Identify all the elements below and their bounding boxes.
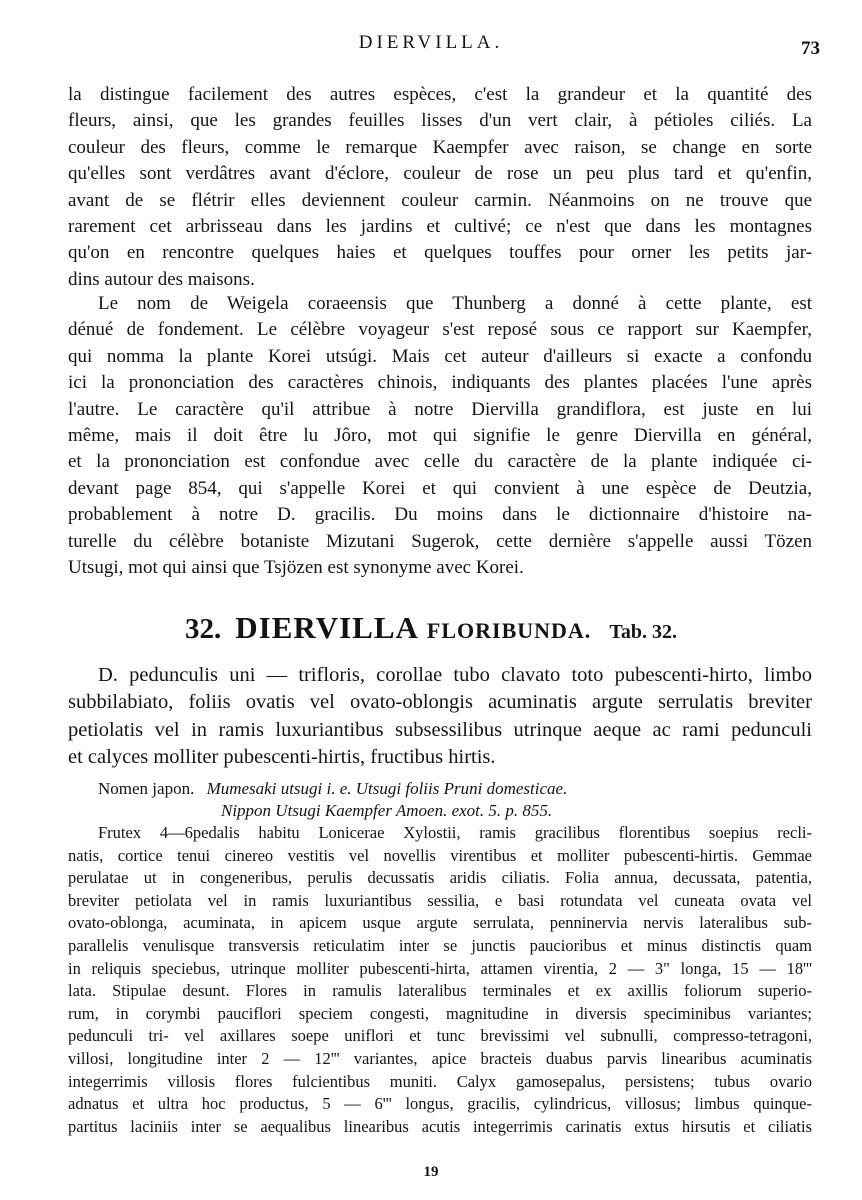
text-line: qu'on en rencontre quelques haies et quelques touffes pour orner les petits jar- — [68, 242, 812, 264]
genus-name: DIERVILLA — [235, 610, 419, 645]
text-line: D. pedunculis uni — trifloris, corollae tubo clavato toto pubescenti-hirto, limbo — [98, 664, 812, 686]
text-line: turelle du célèbre botaniste Mizutani Sugerok, cette dernière s'appelle aussi Tözen — [68, 530, 812, 552]
text-line: qu'elles sont verdâtres avant d'éclore, couleur de rose un peu plus tard et qu'enfin, — [68, 163, 812, 185]
text-line: même, mais il doit être lu Jôro, mot qui signifie le genre Diervilla en général, — [68, 425, 812, 447]
text-line: natis, cortice tenui cinereo vestitis vel novellis virentibus et molliter pubescenti-hirtis. Gemmae — [68, 845, 812, 865]
text-line: pedunculi tri- vel axillares soepe uniflori et tunc brevissimi vel subnulli, compresso-tetragoni, — [68, 1026, 812, 1046]
text-line: parallelis venulisque transversis reticulatim inter se junctis paucioribus et minus distinctis quam — [68, 935, 812, 955]
text-line: dénué de fondement. Le célèbre voyageur s'est reposé sous ce rapport sur Kaempfer, — [68, 319, 812, 341]
text-line: breviter petiolata vel in ramis luxuriantibus sessilia, e basi rotundata vel cuneata ovata vel — [68, 890, 812, 910]
text-line: couleur des fleurs, comme le remarque Kaempfer avec raison, se change en sorte — [68, 136, 812, 158]
nomen-label: Nomen japon. — [98, 779, 195, 798]
species-number: 32. — [185, 613, 222, 645]
text-line: perulatae ut in congeneribus, perulis decussatis aridis ciliatis. Folia annua, decussata, patentia, — [68, 868, 812, 888]
text-line: dins autour des maisons. — [68, 268, 255, 290]
text-line: Frutex 4—6pedalis habitu Lonicerae Xylostii, ramis gracilibus florentibus soepius recli- — [98, 823, 812, 842]
species-epithet: FLORIBUNDA. — [426, 618, 592, 643]
nomen-line-1: Mumesaki utsugi i. e. Utsugi foliis Pruni domesticae. — [206, 779, 568, 798]
text-line: ici la prononciation des caractères chinois, indiquants des plantes placées l'une après — [68, 372, 812, 394]
text-line: ovato-oblonga, acuminata, in apicem usque argute serrulata, penninervia nervis lateralibus sub- — [68, 913, 812, 933]
description — [68, 822, 812, 1138]
text-line: fleurs, ainsi, que les grandes feuilles lisses d'un vert clair, à pétioles ciliés. La — [68, 110, 812, 132]
species-heading — [0, 610, 862, 646]
nomen-row-1 — [98, 778, 798, 800]
text-line: Utsugi, mot qui ainsi que Tsjözen est synonyme avec Korei. — [68, 557, 524, 579]
text-line: in reliquis speciebus, utrinque molliter pubescenti-hirta, attamen virentia, 2 — 3" longa, 15 — 18''' — [68, 958, 812, 978]
paragraph-1 — [68, 82, 812, 293]
text-line: subbilabiato, foliis ovatis vel ovato-oblongis acuminatis argute serrulatis breviter — [68, 691, 812, 714]
signature-mark: 19 — [423, 1164, 439, 1180]
text-line: rarement cet arbrisseau dans les jardins et cultivé; ce n'est que dans les montagnes — [68, 216, 812, 238]
text-line: l'autre. Le caractère qu'il attribue à notre Diervilla grandiflora, est juste en lui — [68, 398, 812, 420]
text-line: qui nomma la plante Korei utsúgi. Mais cet auteur d'ailleurs si exacte a confondu — [68, 345, 812, 367]
text-line: probablement à notre D. gracilis. Du moins dans le dictionnaire d'histoire na- — [68, 504, 812, 526]
text-line: rum, in corymbi pauciflori speciem congesti, magnitudine in diversis speciminibus variantes; — [68, 1003, 812, 1023]
text-line: et la prononciation est confondue avec celle du caractère de la plante indiquée ci- — [68, 451, 812, 473]
text-line: villosi, longitudine inter 2 — 12''' variantes, apice bracteis duabus parvis linearibus acuminatis — [68, 1048, 812, 1068]
text-line: partitus laciniis inter se aequalibus linearibus acutis integerrimis carinatis extus hirsutis et ciliatis — [68, 1116, 812, 1136]
latin-diagnosis — [68, 662, 812, 772]
text-line: Le nom de Weigela coraeensis que Thunberg a donné à cette plante, est — [98, 293, 812, 314]
paragraph-2 — [68, 291, 812, 581]
text-line: petiolatis vel in ramis luxuriantibus subsessilibus utrinque aeque ac rami pedunculi — [68, 718, 812, 741]
text-line: la distingue facilement des autres espèces, c'est la grandeur et la quantité des — [68, 84, 812, 105]
running-title: DIERVILLA. — [358, 32, 504, 53]
japanese-names — [98, 778, 798, 822]
text-line: avant de se flétrir elles deviennent couleur carmin. Néanmoins on ne trouve que — [68, 189, 812, 211]
text-line: integerrimis villosis flores fulcientibus muniti. Calyx gamosepalus, persistens; tubus ovario — [68, 1071, 812, 1091]
text-line: adnatus et ultra hoc productus, 5 — 6''' longus, gracilis, cylindricus, villosus; limbus quinque- — [68, 1094, 812, 1114]
nomen-line-2: Nippon Utsugi Kaempfer Amoen. exot. 5. p. 855. — [221, 801, 553, 820]
plate-reference: Tab. 32. — [609, 621, 677, 643]
page-number: 73 — [801, 38, 820, 59]
text-line: lata. Stipulae desunt. Flores in ramulis lateralibus terminales et ex axillis foliorum superio- — [68, 981, 812, 1001]
text-line: devant page 854, qui s'appelle Korei et qui convient à une espèce de Deutzia, — [68, 477, 812, 499]
text-line: et calyces molliter pubescenti-hirtis, fructibus hirtis. — [68, 746, 496, 769]
